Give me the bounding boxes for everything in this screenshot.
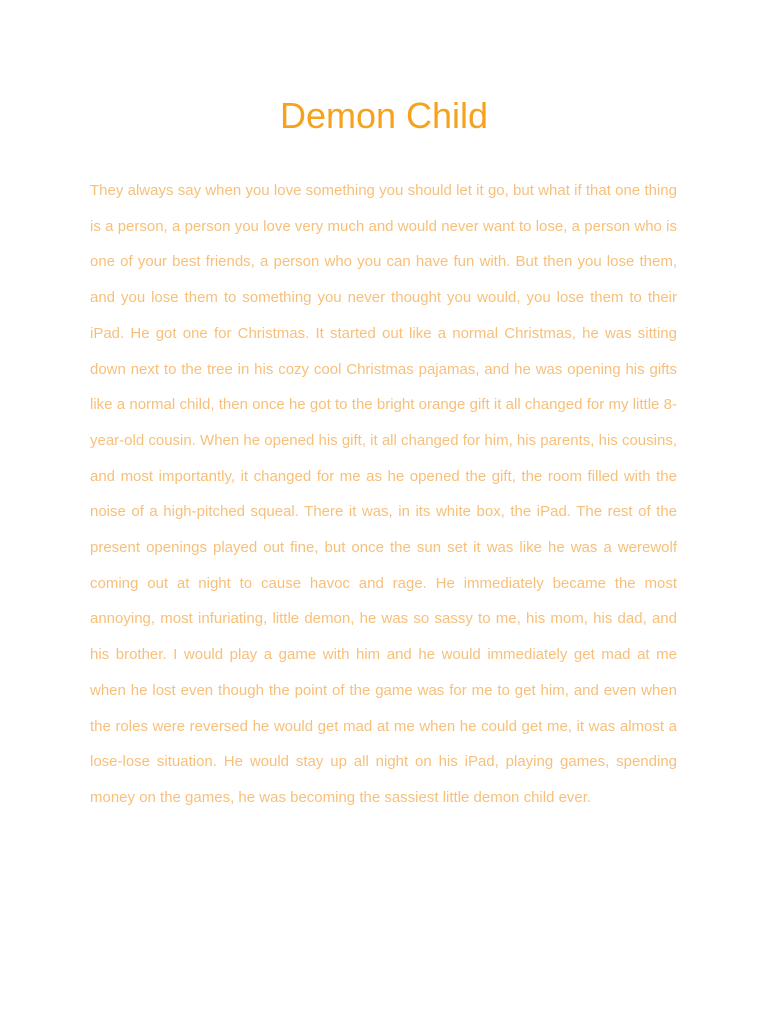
document-body-paragraph: They always say when you love something you should let it go, but what if that one thing is a person, a person you love very much and would never want to lose, a person who is one of your best friends, a person who you can have fun with. But then you lose them, and you lose them to something you never thought you would, you lose them to their iPad. He got one for Christmas. It started out like a normal Christmas, he was sitting down next to the tree in his cozy cool Christmas pajamas, and he was opening his gifts like a normal child, then once he got to the bright orange gift it all changed for my little 8-year-old cousin. When he opened his gift, it all changed for him, his parents, his cousins, and most importantly, it changed for me as he opened the gift, the room filled with the noise of a high-pitched squeal. There it was, in its white box, the iPad. The rest of the present openings played out fine, but once the sun set it was like he was a werewolf coming out at night to cause havoc and rage. He immediately became the most annoying, most infuriating, little demon, he was so sassy to me, his mom, his dad, and his brother. I would play a game with him and he would immediately get mad at me when he lost even though the point of the game was for me to get him, and even when the roles were reversed he would get mad at me when he could get me, it was almost a lose-lose situation. He would stay up all night on his iPad, playing games, spending money on the games, he was becoming the sassiest little demon child ever.: [90, 182, 677, 806]
document-title: Demon Child: [279, 95, 489, 136]
